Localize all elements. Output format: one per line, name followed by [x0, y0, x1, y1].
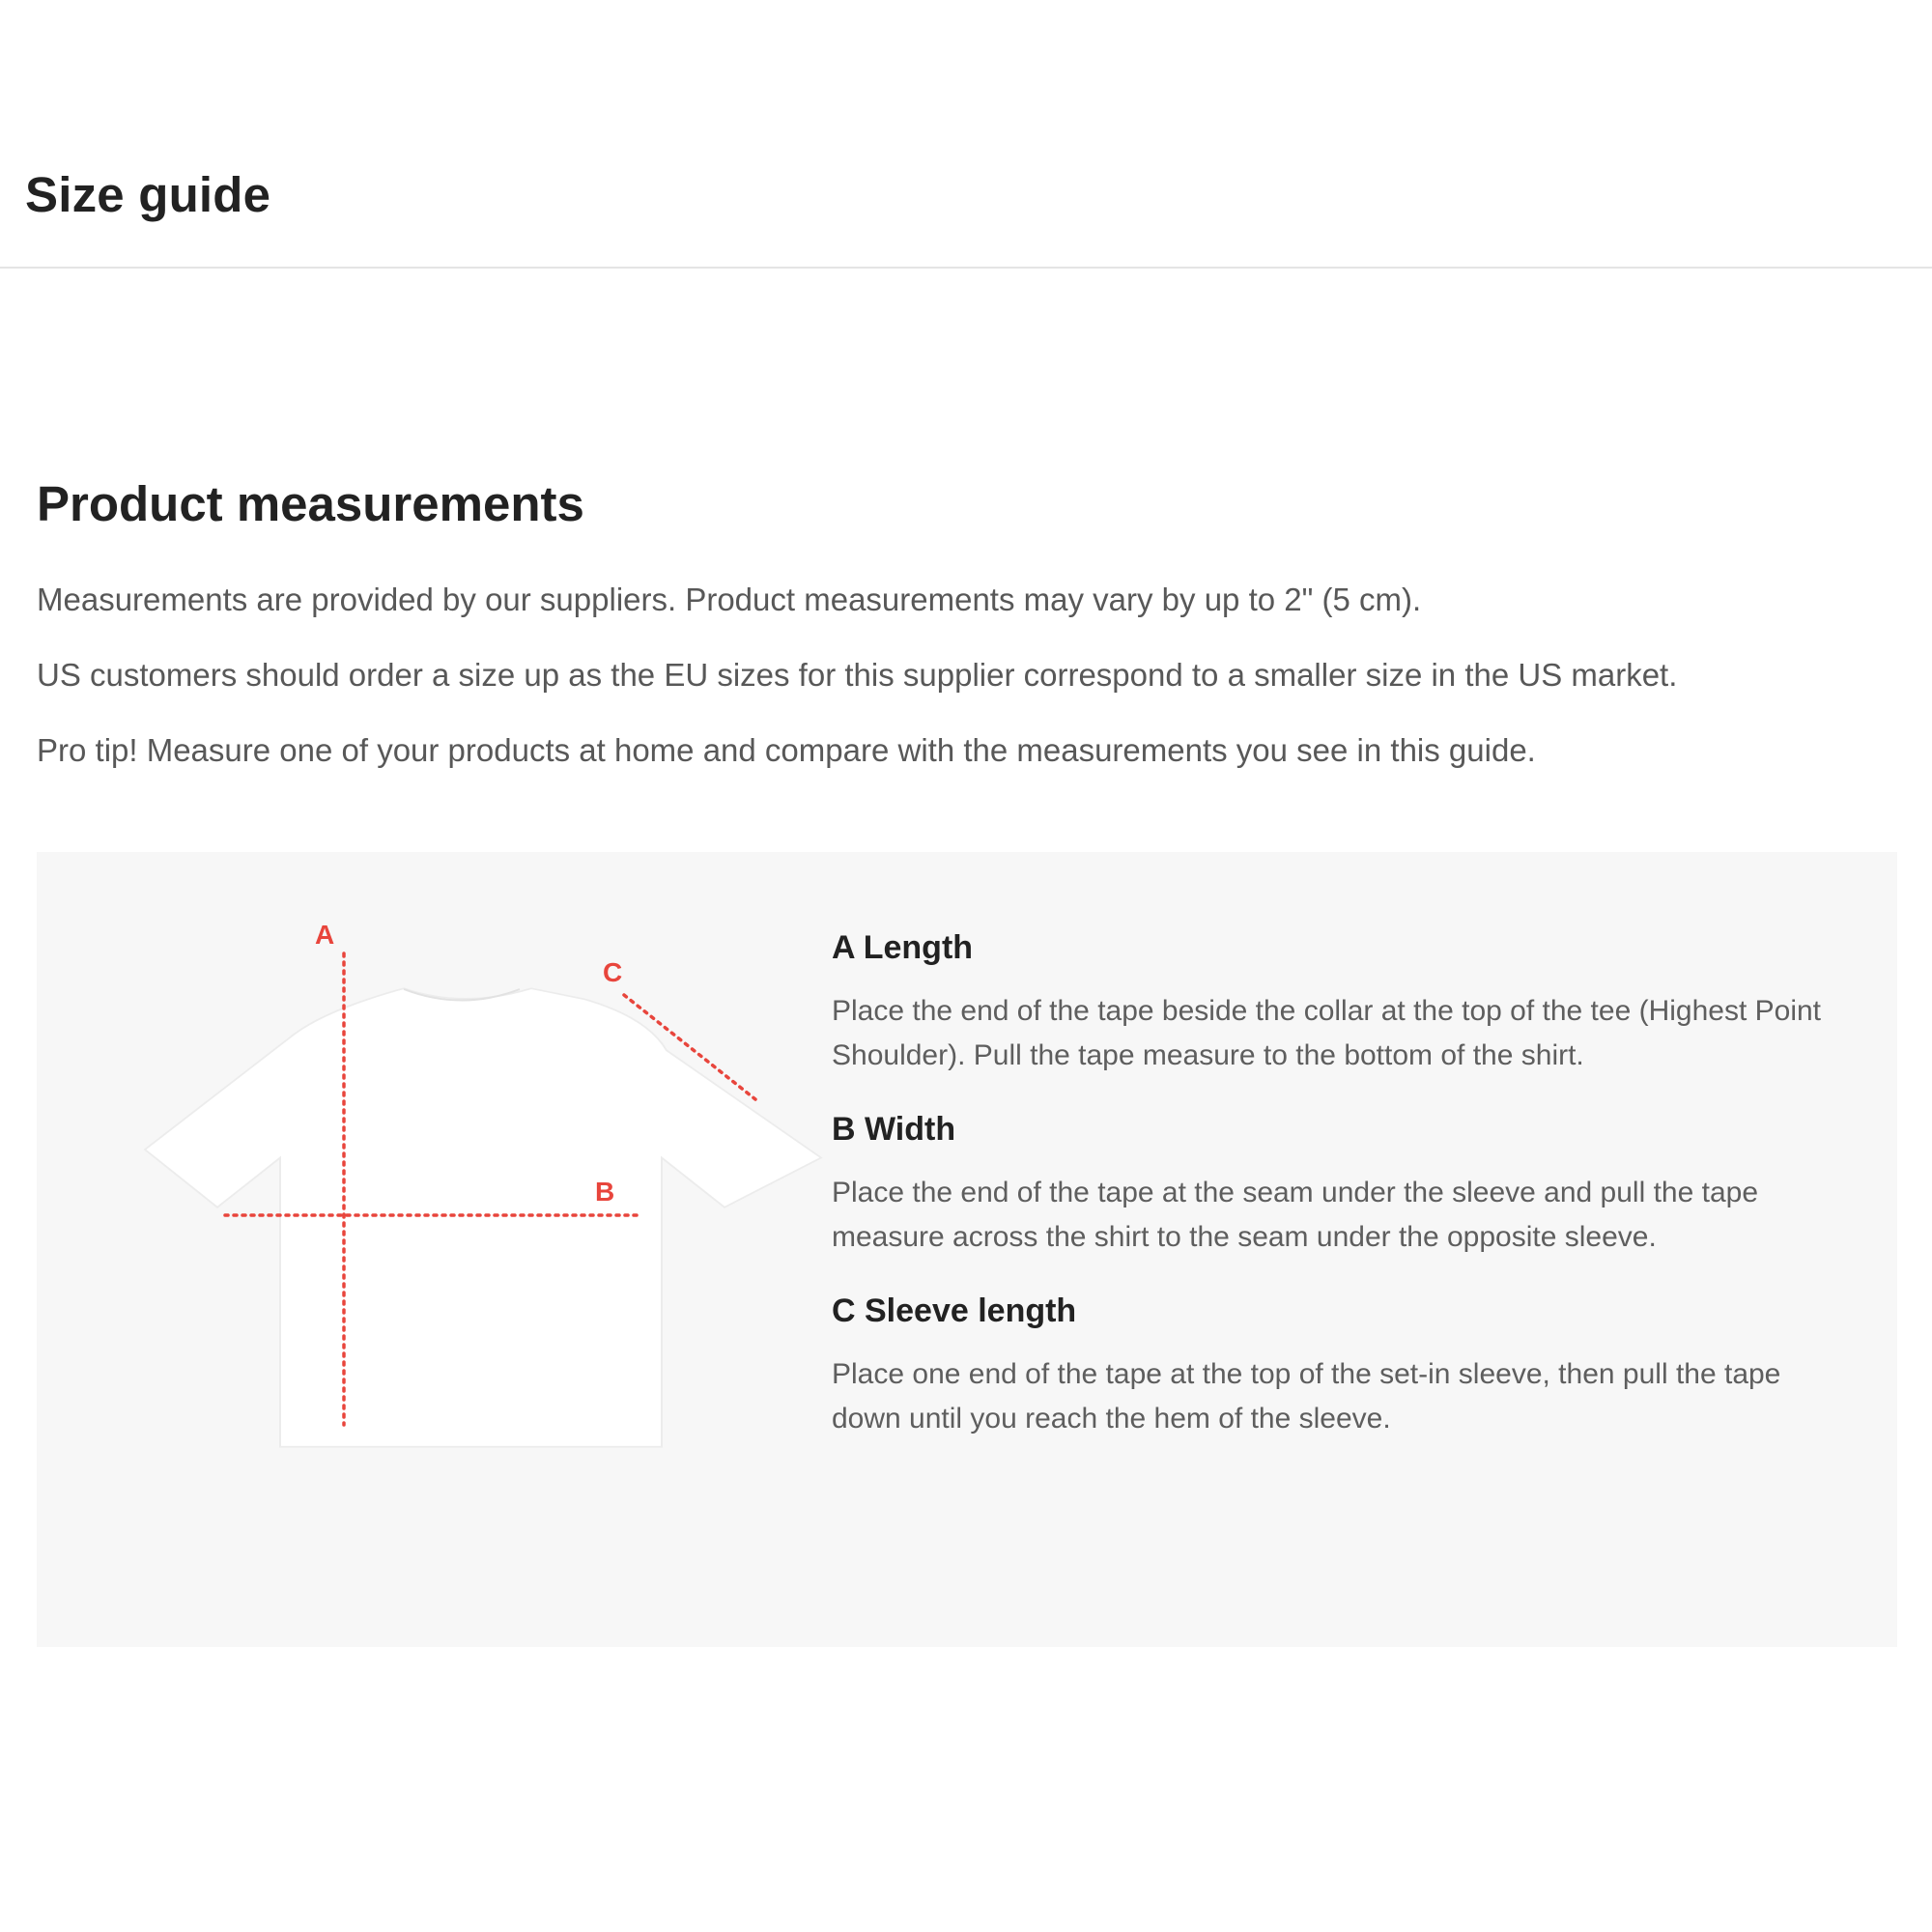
sleeve-marker-label: C — [603, 957, 623, 987]
measurement-heading: B Width — [832, 1111, 956, 1148]
measurement-descriptions — [832, 927, 1856, 1472]
intro-paragraph: Measurements are provided by our suppliers. Product measurements may vary by up to 2" (5 cm). — [37, 582, 1422, 617]
length-marker-label: A — [315, 920, 335, 950]
measurement-text: Place the end of the tape beside the collar at the top of the tee (Highest Point Shoulder). Pull the tape measure to the bottom of the shirt. — [832, 995, 1822, 1071]
intro-text — [37, 582, 1901, 808]
measurement-heading: C Sleeve length — [832, 1293, 1077, 1329]
measurement-panel — [37, 852, 1897, 1647]
measurement-item-length — [832, 927, 1856, 1078]
tshirt-icon — [145, 988, 821, 1447]
measurement-item-sleeve-length — [832, 1291, 1856, 1441]
tshirt-diagram — [104, 910, 838, 1451]
measurement-text: Place the end of the tape at the seam under the sleeve and pull the tape measure across the shirt to the seam under the opposite sleeve. — [832, 1177, 1759, 1253]
measurement-item-width — [832, 1109, 1856, 1260]
width-marker-label: B — [595, 1177, 615, 1207]
page-title: Size guide — [25, 167, 271, 222]
measurement-text: Place one end of the tape at the top of the set-in sleeve, then pull the tape down until you reach the hem of the sleeve. — [832, 1358, 1781, 1435]
measurement-heading: A Length — [832, 929, 974, 966]
intro-paragraph: Pro tip! Measure one of your products at home and compare with the measurements you see in this guide. — [37, 732, 1536, 768]
section-title: Product measurements — [37, 476, 584, 531]
intro-paragraph: US customers should order a size up as the EU sizes for this supplier correspond to a smaller size in the US market. — [37, 657, 1678, 693]
page-header — [0, 0, 1932, 269]
